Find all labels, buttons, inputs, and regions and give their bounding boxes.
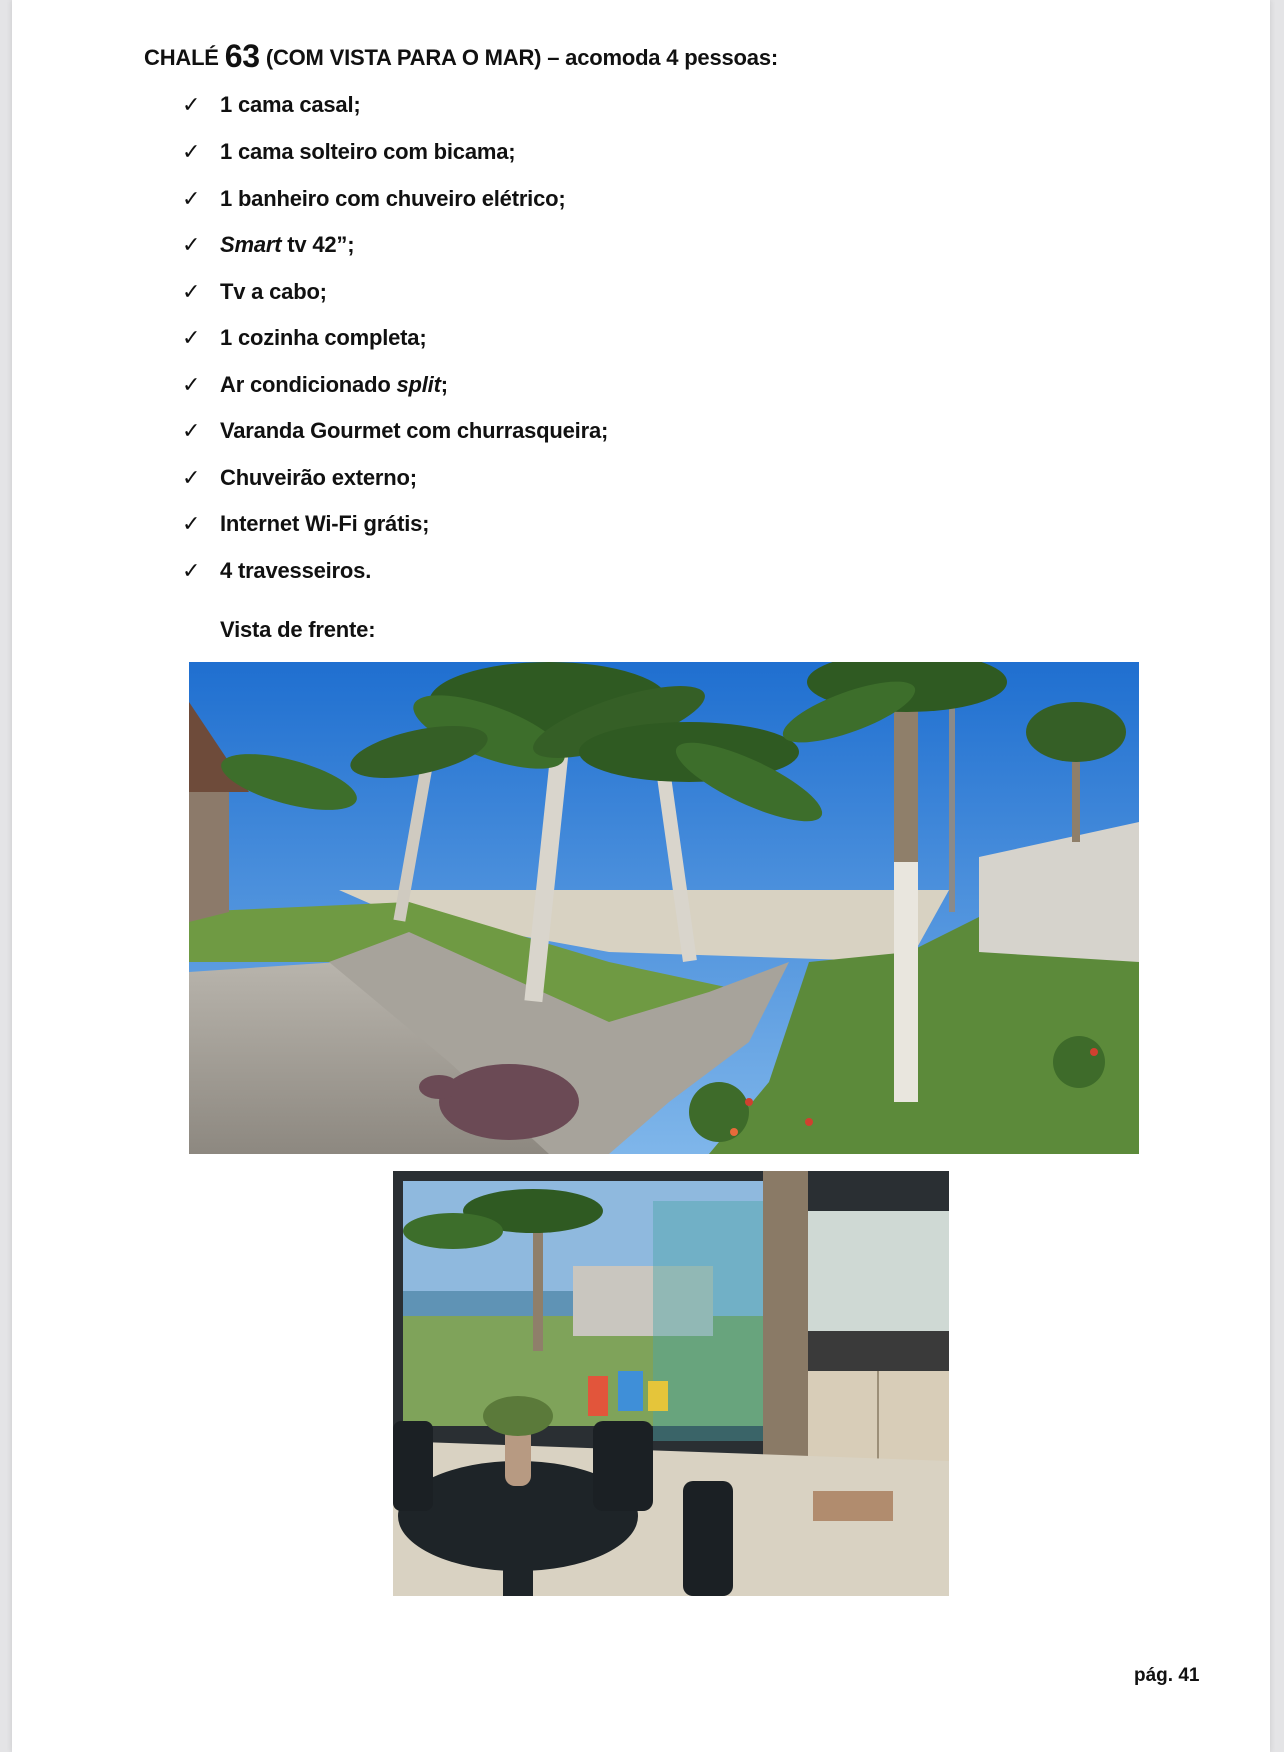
amenity-italic: Smart [220,232,282,257]
checkmark-icon: ✓ [182,232,201,257]
checkmark-icon: ✓ [182,92,201,117]
amenity-text: 1 cozinha completa; [220,325,427,350]
page-number: pág. 41 [1134,1665,1200,1686]
checkmark-icon: ✓ [182,186,201,211]
amenity-text: Varanda Gourmet com churrasqueira; [220,418,609,443]
amenity-text [220,232,354,258]
amenity-text: Tv a cabo; [220,279,327,304]
chalet-heading [144,38,778,75]
amenity-tail: ; [440,372,448,397]
amenity-text: 1 banheiro com chuveiro elétrico; [220,186,566,211]
garden-sea-view-photo [189,662,1139,1154]
amenity-text: 4 travesseiros. [220,558,372,583]
checkmark-icon: ✓ [182,418,201,443]
amenity-rest: tv 42”; [281,232,355,257]
checkmark-icon: ✓ [182,279,201,304]
amenity-text [220,372,448,398]
amenity-text: Internet Wi-Fi grátis; [220,511,430,536]
checkmark-icon: ✓ [182,139,201,164]
chalet-interior-photo [393,1171,949,1596]
checkmark-icon: ✓ [182,465,201,490]
amenity-italic: split [396,372,441,397]
garden-photo-illustration [189,662,1139,1154]
amenity-text: 1 cama casal; [220,92,361,117]
interior-photo-illustration [393,1171,949,1596]
heading-suffix: (COM VISTA PARA O MAR) – acomoda 4 pessoas: [265,45,778,70]
amenity-start: Ar condicionado [220,372,397,397]
checkmark-icon: ✓ [182,511,201,536]
photo-caption: Vista de frente: [220,617,376,642]
amenity-text: 1 cama solteiro com bicama; [220,139,516,164]
heading-prefix: CHALÉ [144,45,219,70]
amenity-text: Chuveirão externo; [220,465,417,490]
chalet-number: 63 [224,38,260,74]
document-page [12,0,1270,1752]
checkmark-icon: ✓ [182,372,201,397]
checkmark-icon: ✓ [182,558,201,583]
checkmark-icon: ✓ [182,325,201,350]
